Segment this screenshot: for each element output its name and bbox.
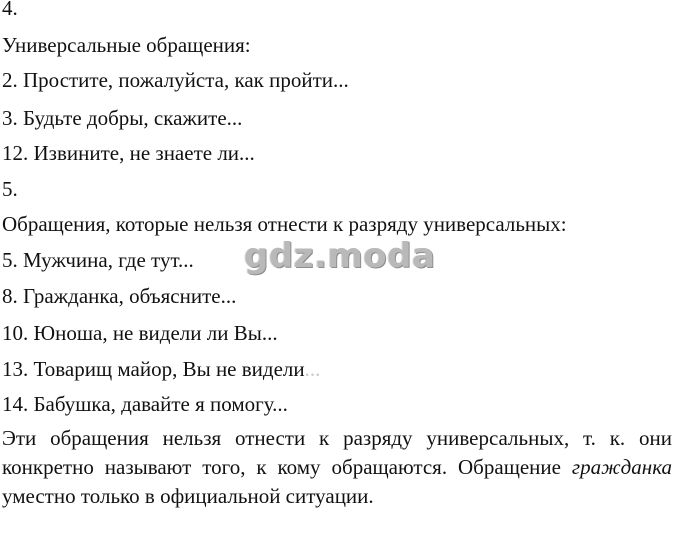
paragraph-emphasis: гражданка <box>571 455 672 479</box>
list-item: 2. Простите, пожалуйста, как пройти... <box>2 68 349 92</box>
list-item: 5. Мужчина, где тут... <box>2 248 194 272</box>
list-item: 14. Бабушка, давайте я помогу... <box>2 392 288 416</box>
list-item: 8. Гражданка, объясните... <box>2 284 237 308</box>
watermark: gdz.moda <box>244 236 436 276</box>
heading-universal: Универсальные обращения: <box>2 33 251 57</box>
list-item: 12. Извините, не знаете ли... <box>2 141 255 165</box>
paragraph-text-end: уместно только в официальной ситуации. <box>2 484 374 508</box>
list-item-text: 13. Товарищ майор, Вы не видели <box>2 357 305 381</box>
paragraph-text-start: Эти обращения нельзя отнести к разряду универсальных, т. к. они конкретно называют того, к кому обращаются. Обращение <box>2 426 672 479</box>
section-number-4: 4. <box>2 0 18 20</box>
section-number-5: 5. <box>2 177 18 201</box>
heading-non-universal: Обращения, которые нельзя отнести к разряду универсальных: <box>2 212 567 236</box>
list-item: 3. Будьте добры, скажите... <box>2 106 243 130</box>
list-item-ellipsis: ... <box>304 357 321 381</box>
list-item <box>2 357 320 381</box>
explanation-paragraph <box>2 424 672 511</box>
list-item: 10. Юноша, не видели ли Вы... <box>2 321 278 345</box>
